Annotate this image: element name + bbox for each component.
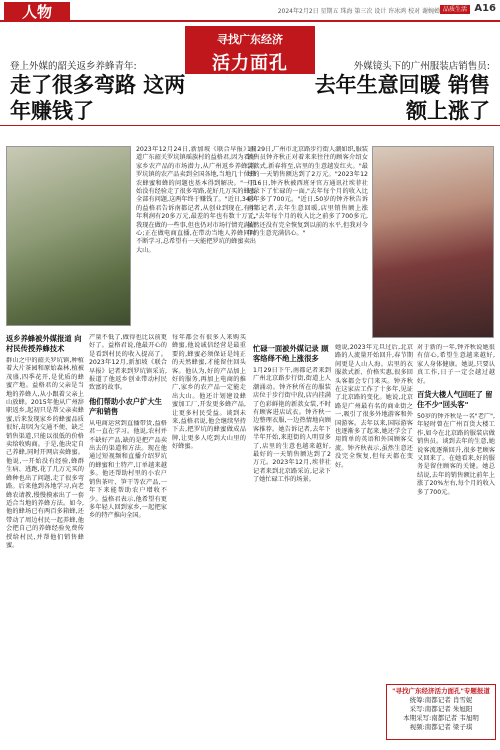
right-col3-body2: 50岁的钟齐秋是一名"老广",年轻时曾在广州百货大楼工作,如今在北京路的服装店做销售员。谈到去年的生意,她说客流逐渐回升,很多老顾客又回来了。在她看来,好的服务是留住顾客的关键。她总结说,去年的销售额比前年上涨了20%左右,每个月的收入多了700元。 bbox=[417, 413, 495, 496]
left-column-1 bbox=[6, 334, 84, 744]
right-lead-paragraph: 1月29日,广州市北京路步行街人潮如织,服装销售员钟齐秋正对着来来往往的顾客介绍女装款式,新春将至,店里的生意越发红火。"最好的一天销售额达到了2万元。"2023年12月16日,钟齐秋被西班牙官方通讯社埃菲社记录下了忙碌的一面,"去年每个月的收入比前年多了700元。"近日,50岁的钟齐秋告诉南都记者,去年生意回暖,店里销售额上涨了,"去年每个月的收入比之前多了700多元,虽然还没有完全恢复到以前的水平,但我对今年的生意充满信心。" bbox=[247, 146, 368, 238]
left-col1-body: 群山之中的韶关罗坑镇,种植着大片茶园和原始森林,植被茂盛,四季花开,是优质的蜂蜜产地。益格君的父亲是当地的养蜂人,从小跟着父亲上山放蜂。2015年他从广州辞职返乡,起初只是帮父亲卖蜂蜜,后来发现家乡的蜂蜜品质很好,却因为交通不便、缺乏销售渠道,只能以很低的价格卖给收购商。于是,他决定自己养蜂,同时开网店卖蜂蜜。他说,一开始没有经验,蜂群生病、逃跑,花了几万元买的蜂种也出了问题,走了很多弯路。后来他到各地学习,向老蜂农请教,慢慢摸索出了一套适合当地的养蜂方法。如今,他的蜂场已有两百多箱蜂,还带动了周边村民一起养蜂,他会把自己的养蜂经验免费传授给村民,并帮他们销售蜂蜜。 bbox=[6, 357, 84, 549]
right-kicker: 外媒镜头下的广州服装店销售员: bbox=[353, 61, 490, 72]
right-column-3 bbox=[417, 344, 495, 680]
credits-line-4: 视频:南都记者 梁子琪 bbox=[409, 723, 473, 731]
credits-line-2: 采写:南都记者 朱旭阳 bbox=[409, 705, 473, 713]
beekeeper-photo bbox=[6, 146, 131, 326]
right-subhead-1: 忙碌一面被外媒记录 顾客络绎不绝上涨很多 bbox=[253, 344, 329, 363]
series-tag-line2: 活力面孔 bbox=[212, 53, 288, 74]
left-col3-body: 每年都会有很多人来购买蜂蜜,他说诚信经营是最重要的,蜂蜜必须保证是纯正的天然蜂蜜,才能留住回头客。他认为,好的产品加上好的服务,再加上电商的推广,家乡的农产品一定能走出大山。他还计划建设蜂蜜加工厂,开发更多蜂产品,让更多村民受益。谈到未来,益格君说,他会继续坚持下去,把罗坑的蜂蜜做成品牌,让更多人吃到大山里的好蜂蜜。 bbox=[172, 334, 246, 451]
credits-box bbox=[386, 684, 496, 740]
left-subhead-1: 返乡养蜂被外媒报道 向村民传授养蜂技术 bbox=[6, 334, 82, 353]
dateline: 2024年2月2日 星期五 珠海 第三次 设计 许冰鸿 校对 谢婉婵 bbox=[277, 8, 440, 15]
series-tag bbox=[185, 26, 315, 74]
masthead-bar bbox=[0, 0, 500, 22]
section-label: 人物 bbox=[4, 2, 70, 22]
left-col2-body: 产量不低了,做得也比以前更好了。益格君说,他最开心的是看到村民的收入提高了。2023年12月,新加坡《联合早报》记者来到罗坑镇采访,报道了他返乡创业带动村民致富的故事。 bbox=[89, 334, 167, 392]
left-article-header bbox=[10, 58, 190, 124]
left-headline: 走了很多弯路 这两年赚钱了 bbox=[10, 72, 186, 123]
right-article-header bbox=[310, 58, 490, 124]
left-column-2 bbox=[89, 334, 167, 744]
right-subhead-2: 百货大楼人气回旺了 留住不少"回头客" bbox=[417, 390, 493, 410]
header-divider bbox=[0, 125, 500, 126]
left-lead-paragraph: 2023年12月24日,新加坡《联合早报》报道广东韶关罗坑镇瑶族村的益格君,因为看好家乡农产品的市场潜力,从广州返乡养蜂,将罗坑镇的农产品卖到全国各地,当地几十位蜂农蜂蜜和蜂的问题也基本得到解决。"一开始没有经验走了很多弯路,花好几万买的蜂蜜全部有问题,这两年终于赚钱了。"近日,34岁的益格君告诉南都记者,从创业到现在,有半年利润有20多万元,最差的年也有数十万元,我现在做的一些事,但也仍对市场行情充满信心;正在做电商直播,在带动当地人养蜂同时不断学习,总希望有一天能把罗坑的蜂蜜卖出大山。 bbox=[136, 146, 256, 254]
series-tag-line1: 寻找广东经济 bbox=[217, 33, 283, 46]
page-number: A16 bbox=[474, 3, 496, 14]
left-column-3 bbox=[172, 334, 246, 744]
right-col2-body: 她说,2023年元旦过后,北京路的人流量开始回升,春节期间更是人山人海。店里的衣服款式新、价格实惠,很多回头客都会专门来买。钟齐秋在这家店工作了十多年,见证了北京路的变化。她说,北京路是广州最有名的商业街之一,吸引了很多外地游客和外国游客。去年以来,国际游客也逐渐多了起来,她还学会了用简单的英语和外国顾客交流。钟齐秋表示,虽然生意还没完全恢复,但每天都在变好。 bbox=[335, 344, 413, 469]
left-col2-body2: 从电商运营到直播带货,益格君一直在学习。他说,农村并不缺好产品,缺的是把产品卖出去的渠道和方法。现在他通过短视频和直播介绍罗坑的蜂蜜和土特产,订单越来越多。他还帮助村里的小农户销售茶叶、笋干等农产品,一年下来能帮助农户增收不少。益格君表示,他希望有更多年轻人回到家乡,一起把家乡的特产推向全国。 bbox=[89, 419, 167, 520]
edition-label: 品质生活 bbox=[440, 5, 470, 14]
credits-line-3: 本期采写:南都记者 韦旭明 bbox=[403, 714, 479, 722]
left-subhead-2: 他们帮助小农户扩大生产和销售 bbox=[89, 396, 162, 416]
shop-assistant-photo bbox=[372, 146, 494, 338]
right-headline: 去年生意回暖 销售额上涨了 bbox=[314, 72, 490, 123]
credits-title: "寻找广东经济活力面孔"专题报道 bbox=[392, 687, 490, 695]
right-col3-body: 对于新的一年,钟齐秋说她很有信心,希望生意越来越好,家人身体健康。她说,只要认真工作,日子一定会越过越好。 bbox=[417, 344, 495, 385]
left-kicker: 登上外媒的韶关返乡养蜂青年: bbox=[10, 61, 137, 72]
right-column-1 bbox=[253, 344, 331, 744]
right-col1-body: 1月29日下午,南都记者来到广州北京路步行街,街道上人潮涌动。钟齐秋所在的服装店位于步行街中段,店内挂满了色彩鲜艳的新款女装,不时有顾客进店试衣。钟齐秋一边整理衣服,一边热情地向顾客推荐。她告诉记者,去年下半年开始,来逛街的人明显多了,店里的生意也越来越好,最好的一天销售额达到了2万元。2023年12月,埃菲社记者来到北京路采访,记录下了她忙碌工作的场景。 bbox=[253, 367, 331, 484]
credits-line-1: 统筹:南都记者 肖雪妮 bbox=[409, 696, 473, 704]
